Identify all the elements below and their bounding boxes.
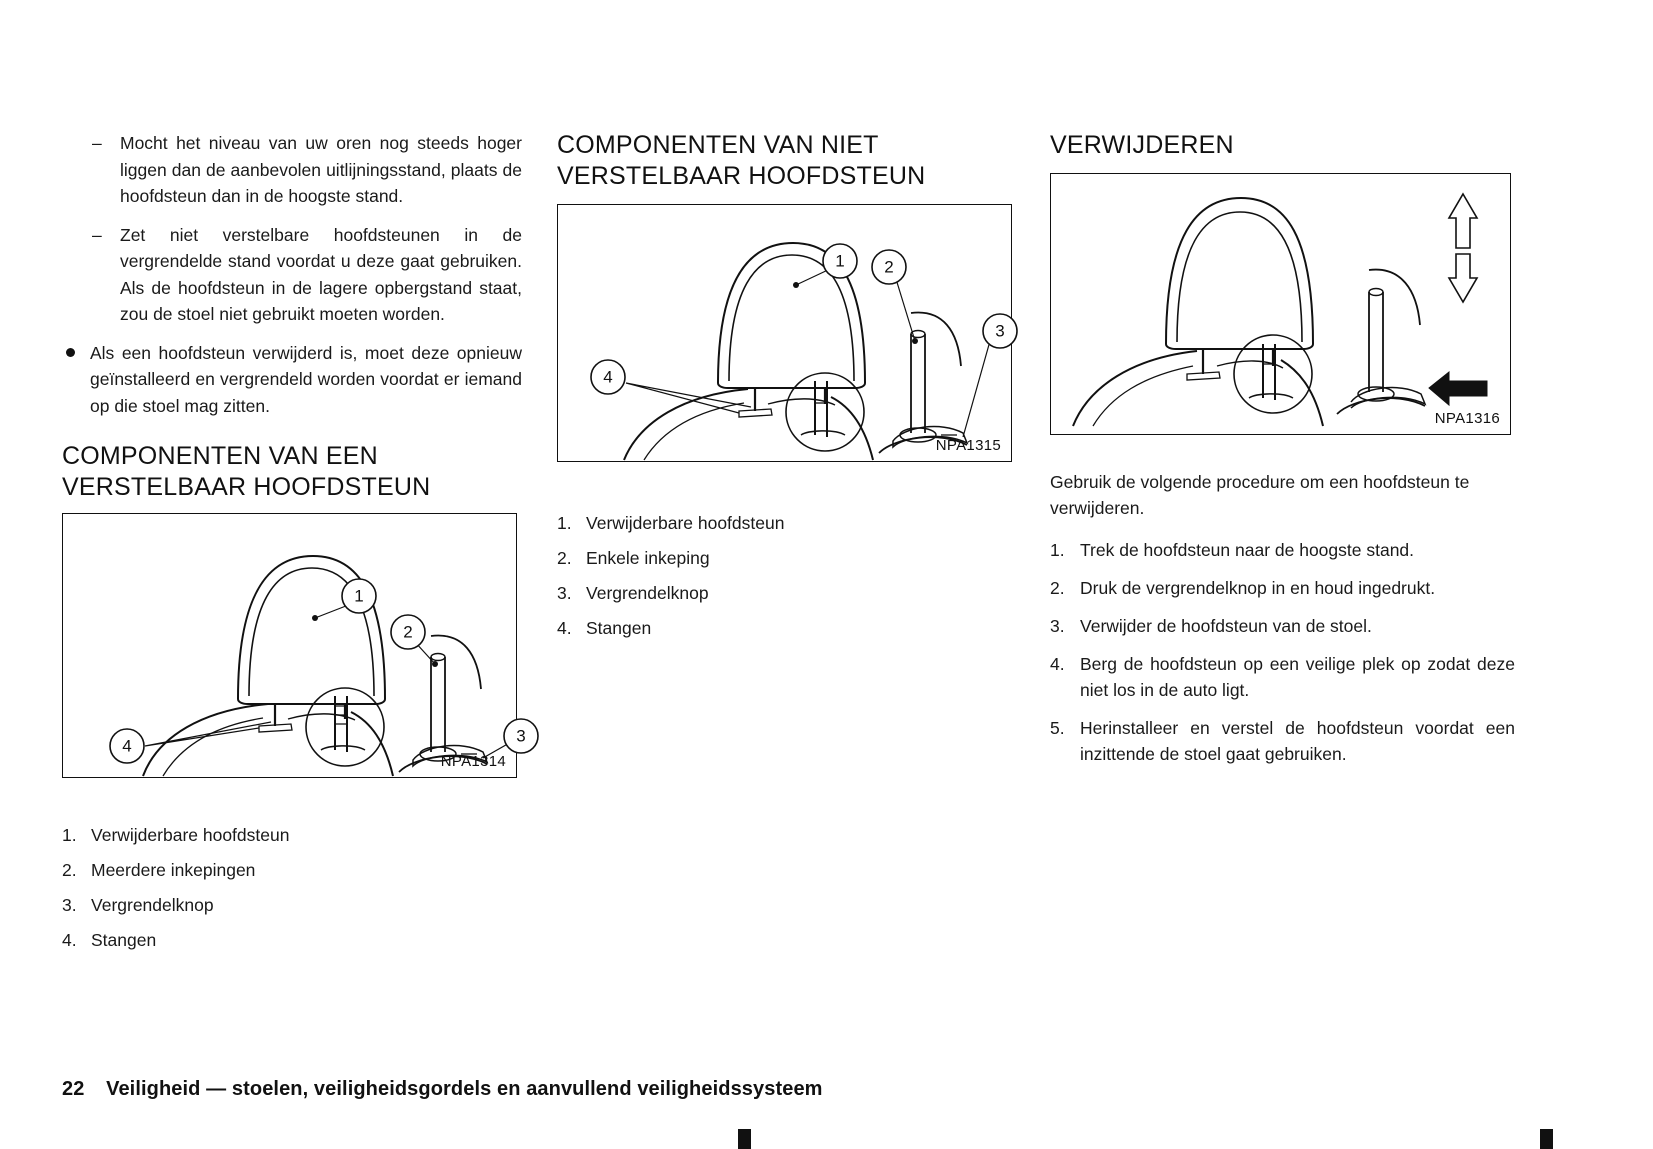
column-right [1050, 130, 1515, 779]
figure-nonadjustable-headrest [557, 204, 1012, 462]
page-footer [62, 1078, 823, 1101]
step-number: 2. [1050, 578, 1065, 598]
step-text: Berg de hoofdsteun op een veilige plek op zodat deze niet los in de auto ligt. [1080, 654, 1515, 700]
crop-mark-right [1540, 1129, 1553, 1149]
page-number: 22 [62, 1078, 85, 1100]
legend-label: Verwijderbare hoofdsteun [91, 825, 290, 845]
bullet-dot-icon [66, 348, 75, 357]
callout-3: 3 [516, 726, 526, 746]
step-item [1050, 651, 1515, 703]
callout-1: 1 [354, 586, 364, 606]
callout-2: 2 [403, 622, 413, 642]
step-text: Trek de hoofdsteun naar de hoogste stand. [1080, 540, 1415, 560]
legend-number: 4. [62, 930, 77, 950]
callout-4: 4 [603, 367, 613, 387]
legend-label: Verwijderbare hoofdsteun [586, 513, 785, 533]
figure-id-label: NPA1314 [440, 753, 506, 770]
step-number: 3. [1050, 616, 1065, 636]
step-number: 4. [1050, 654, 1065, 674]
notes-list [62, 130, 522, 419]
legend-number: 2. [557, 548, 572, 568]
legend-number: 2. [62, 860, 77, 880]
removal-steps [1050, 537, 1515, 767]
note-item [62, 222, 522, 328]
legend-item [62, 859, 522, 881]
removal-intro-text: Gebruik de volgende procedure om een hoofdsteun te verwijderen. [1050, 472, 1470, 518]
step-item [1050, 575, 1515, 601]
figure-id-label: NPA1316 [1434, 410, 1500, 427]
legend-label: Vergrendelknop [586, 583, 709, 603]
dash-marker: – [92, 133, 102, 153]
legend-label: Enkele inkeping [586, 548, 710, 568]
step-number: 1. [1050, 540, 1065, 560]
footer-title: Veiligheid — stoelen, veiligheidsgordels en aanvullend veiligheidssysteem [106, 1078, 823, 1100]
step-item [1050, 613, 1515, 639]
legend-adjustable [62, 824, 522, 951]
figure-headrest-removal [1050, 173, 1511, 435]
column-left [62, 130, 526, 964]
bullet-note-text: Als een hoofdsteun verwijderd is, moet deze opnieuw geïnstalleerd en vergrendeld worden voordat er iemand op die stoel mag zitten. [90, 342, 522, 416]
callout-4: 4 [122, 736, 132, 756]
callout-3: 3 [995, 321, 1005, 341]
legend-item [62, 824, 522, 846]
crop-mark-left [738, 1129, 751, 1149]
legend-number: 3. [557, 583, 572, 603]
heading-nonadjustable-components: COMPONENTEN VAN NIET VERSTELBAAR HOOFDSTEUN [557, 131, 926, 190]
legend-item [62, 894, 522, 916]
dash-marker: – [92, 224, 102, 245]
figure-adjustable-headrest-drawing [63, 514, 526, 777]
legend-item [557, 512, 1017, 534]
legend-label: Meerdere inkepingen [91, 860, 256, 880]
legend-item [62, 929, 522, 951]
legend-nonadjustable [557, 512, 1017, 639]
note-text: Zet niet verstelbare hoofdsteunen in de vergrendelde stand voordat u deze gaat gebruiken. Als de hoofdsteun in de lagere opbergstand staat, zou de stoel niet gebruikt moeten worden. [120, 224, 522, 324]
legend-number: 4. [557, 618, 572, 638]
bullet-note-item [62, 340, 522, 420]
legend-item [557, 617, 1017, 639]
step-number: 5. [1050, 718, 1065, 738]
legend-number: 1. [557, 513, 572, 533]
note-item [62, 130, 522, 210]
legend-label: Stangen [91, 930, 157, 950]
legend-number: 3. [62, 895, 77, 915]
figure-adjustable-headrest [62, 513, 526, 778]
callout-1: 1 [835, 251, 845, 271]
legend-label: Stangen [586, 618, 652, 638]
step-text: Herinstalleer en verstel de hoofdsteun voordat een inzittende de stoel gaat gebruiken. [1080, 718, 1515, 764]
callout-2: 2 [884, 257, 894, 277]
step-item [1050, 537, 1515, 563]
step-text: Verwijder de hoofdsteun van de stoel. [1080, 616, 1372, 636]
legend-item [557, 547, 1017, 569]
figure-id-label: NPA1315 [935, 437, 1001, 454]
legend-item [557, 582, 1017, 604]
figure-headrest-removal-drawing [1051, 174, 1510, 434]
column-middle [557, 130, 1017, 652]
legend-number: 1. [62, 825, 77, 845]
step-text: Druk de vergrendelknop in en houd ingedrukt. [1080, 578, 1436, 598]
figure-nonadjustable-headrest-drawing [558, 205, 1011, 461]
note-text: Mocht het niveau van uw oren nog steeds hoger liggen dan de aanbevolen uitlijningsstand, plaats de hoofdsteun dan in de hoogste stand. [120, 133, 522, 206]
legend-label: Vergrendelknop [91, 895, 214, 915]
heading-removal: VERWIJDEREN [1050, 131, 1234, 159]
heading-adjustable-components: COMPONENTEN VAN EEN VERSTELBAAR HOOFDSTEUN [62, 442, 431, 501]
step-item [1050, 715, 1515, 767]
